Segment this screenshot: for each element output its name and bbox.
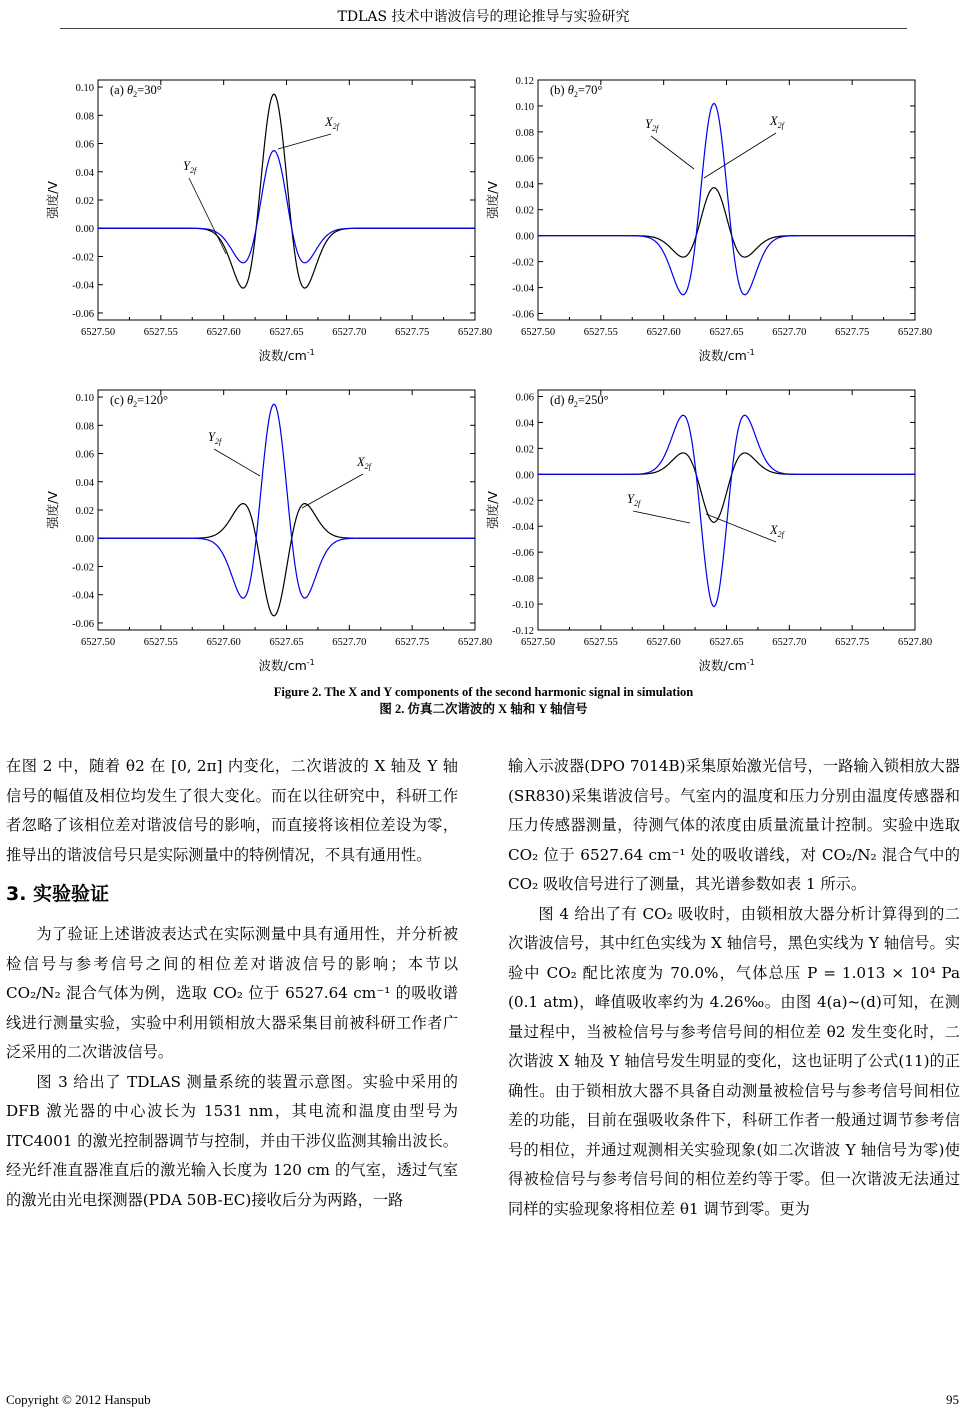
x-tick-label: 6527.55 [583, 327, 618, 338]
annotation-label: $X_{2f}$ [357, 455, 371, 471]
series-line-x2f [98, 94, 475, 288]
x-tick-label: 6527.55 [583, 637, 618, 648]
series-line-y2f [538, 415, 915, 606]
y-tick-label: -0.06 [512, 309, 534, 321]
y-tick-label: -0.04 [512, 522, 534, 534]
y-tick-label: 0.06 [515, 153, 534, 165]
y-tick-label: -0.04 [72, 280, 94, 292]
footer-page-number: 95 [946, 1392, 959, 1407]
panel-label: (d) $\theta_2=250^\circ$ [550, 393, 609, 409]
x-tick-label: 6527.65 [709, 637, 744, 648]
paragraph: 图 3 给出了 TDLAS 测量系统的装置示意图。实验中采用的 DFB 激光器的中心波长为 1531 nm，其电流和温度由型号为 ITC4001 的激光控制器调节与控制，并由干涉仪监测其输出波长。经光纤准直器准直后的激光输入长度为 120 cm 的气室，透过气室的激光由光电探测器(PDA 50B-EC)接收后分为两路，一路 [6, 1072, 458, 1209]
x-tick-label: 6527.50 [520, 327, 556, 338]
header-rule [60, 28, 907, 29]
y-tick-label: 0.12 [515, 76, 534, 87]
x-tick-label: 6527.70 [332, 327, 367, 338]
annotation-label: $X_{2f}$ [770, 114, 784, 130]
figure-caption-zh: 图 2. 仿真二次谐波的 X 轴和 Y 轴信号 [379, 702, 588, 716]
y-tick-label: 0.00 [75, 224, 94, 236]
y-tick-label: 0.10 [75, 83, 94, 95]
series-line-x2f [538, 188, 915, 257]
footer-copyright: Copyright © 2012 Hanspub [6, 1392, 151, 1407]
paragraph: 图 4 给出了有 CO₂ 吸收时，由锁相放大器分析计算得到的二次谐波信号，其中红色实线为 X 轴信号，黑色实线为 Y 轴信号。实验中 CO₂ 配比浓度为 70.0%，气体总压 P = 1.013 × 10⁴ Pa (0.1 atm)，峰值吸收率约为 4.26‰。由图 4(a)~(d)可知，在测量过程中，当被检信号与参考信号间的相位差 θ2 发生变化时，二次谐波 X 轴及 Y 轴信号发生明显的变化，这也证明了公式(11)的正确性。由于锁相放大器不具备自动测量被检信号与参考信号间相位差的功能，目前在强吸收条件下，科研工作者一般通过调节参考信号的相位，并通过观测相关实验现象(如二次谐波 Y 轴信号为零)使得被检信号与参考信号间的相位差约等于零。但一次谐波无法通过同样的实验现象将相位差 θ1 调节到零。更为 [508, 904, 960, 1218]
annotation-arrow [302, 474, 363, 508]
y-tick-label: 0.08 [75, 421, 94, 433]
chart-panel-b [480, 58, 933, 363]
x-tick-label: 6527.60 [206, 327, 241, 338]
y-tick-label: 0.02 [515, 444, 534, 456]
y-axis-label: 强度/V [45, 491, 60, 529]
plot-frame [538, 390, 915, 630]
y-tick-label: 0.02 [75, 196, 94, 207]
y-tick-label: -0.06 [72, 308, 94, 320]
annotation-label: $Y_{2f}$ [645, 117, 659, 133]
x-tick-label: 6527.80 [897, 637, 933, 648]
x-tick-label: 6527.80 [457, 327, 493, 338]
panel-label: (a) $\theta_2=30^\circ$ [110, 83, 162, 99]
x-tick-label: 6527.65 [269, 637, 304, 648]
annotation-arrow [214, 449, 260, 476]
y-tick-label: 0.02 [515, 205, 534, 217]
annotation-label: $X_{2f}$ [770, 523, 784, 539]
series-line-y2f [98, 151, 475, 263]
paragraph: 在图 2 中，随着 θ2 在 [0, 2π] 内变化，二次谐波的 X 轴及 Y 轴信号的幅值及相位均发生了很大变化。而在以往研究中，科研工作者忽略了该相位差对谐波信号的影响，而直接将该相位差设为零，推导出的谐波信号只是实际测量中的特例情况，不具有通用性。 [6, 757, 458, 864]
x-tick-label: 6527.75 [395, 637, 430, 648]
panel-label: (c) $\theta_2=120^\circ$ [110, 393, 168, 409]
figure-caption-en: Figure 2. The X and Y components of the second harmonic signal in simulation [273, 685, 694, 699]
series-line-x2f [98, 504, 475, 616]
y-tick-label: -0.02 [72, 562, 94, 574]
chart-panel-d [480, 368, 933, 673]
annotation-arrow [189, 178, 226, 254]
annotation-arrow [706, 514, 776, 542]
running-header: TDLAS 技术中谐波信号的理论推导与实验研究 [337, 9, 630, 25]
y-tick-label: -0.10 [512, 600, 534, 612]
annotation-label: $Y_{2f}$ [183, 159, 197, 175]
y-tick-label: -0.02 [512, 496, 534, 508]
x-tick-label: 6527.70 [772, 327, 807, 338]
x-tick-label: 6527.60 [646, 637, 681, 648]
series-line-y2f [538, 103, 915, 294]
x-axis-label: 波数$/cm^{-1}$ [698, 658, 755, 673]
x-tick-label: 6527.65 [269, 327, 304, 338]
x-tick-label: 6527.50 [80, 327, 116, 338]
y-tick-label: 0.04 [75, 477, 94, 489]
y-tick-label: -0.06 [512, 548, 534, 560]
y-tick-label: 0.10 [75, 393, 94, 405]
y-tick-label: 0.00 [515, 470, 534, 482]
left-column [6, 752, 458, 1215]
x-axis-label: 波数$/cm^{-1}$ [258, 348, 315, 363]
annotation-label: $X_{2f}$ [325, 115, 339, 131]
y-tick-label: -0.02 [512, 257, 534, 269]
x-tick-label: 6527.55 [143, 327, 178, 338]
x-axis-label: 波数$/cm^{-1}$ [258, 658, 315, 673]
annotation-arrow [278, 134, 331, 149]
x-tick-label: 6527.60 [206, 637, 241, 648]
y-tick-label: -0.04 [72, 590, 94, 602]
x-tick-label: 6527.80 [897, 327, 933, 338]
y-axis-label: 强度/V [45, 181, 60, 219]
annotation-arrow [651, 136, 694, 169]
y-tick-label: 0.06 [75, 139, 94, 151]
y-tick-label: 0.04 [75, 167, 94, 179]
x-tick-label: 6527.55 [143, 637, 178, 648]
x-tick-label: 6527.70 [332, 637, 367, 648]
x-tick-label: 6527.50 [520, 637, 556, 648]
annotation-label: $Y_{2f}$ [208, 430, 222, 446]
chart-panel-c [40, 368, 493, 673]
paragraph: 输入示波器(DPO 7014B)采集原始激光信号，一路输入锁相放大器(SR830)采集谐波信号。气室内的温度和压力分别由温度传感器和压力传感器测量，待测气体的浓度由质量流量计控制。实验中选取 CO₂ 位于 6527.64 cm⁻¹ 处的吸收谱线，对 CO₂/N₂ 混合气中的 CO₂ 吸收信号进行了测量，其光谱参数如表 1 所示。 [508, 757, 960, 893]
y-tick-label: 0.04 [515, 418, 534, 430]
section-heading: 3. 实验验证 [6, 883, 110, 905]
annotation-label: $Y_{2f}$ [627, 492, 641, 508]
y-tick-label: -0.06 [72, 618, 94, 630]
figure-caption [0, 684, 967, 718]
x-tick-label: 6527.50 [80, 637, 116, 648]
paragraph: 为了验证上述谐波表达式在实际测量中具有通用性，并分析被检信号与参考信号之间的相位差对谐波信号的影响；本节以 CO₂/N₂ 混合气体为例，选取 CO₂ 位于 6527.64 cm⁻¹ 的吸收谱线进行测量实验，实验中利用锁相放大器采集目前被科研工作者广泛采用的二次谐波信号。 [6, 925, 458, 1061]
x-tick-label: 6527.75 [835, 637, 870, 648]
y-tick-label: 0.08 [75, 111, 94, 123]
annotation-arrow [704, 133, 776, 178]
y-tick-label: -0.08 [512, 574, 534, 586]
x-tick-label: 6527.80 [457, 637, 493, 648]
y-tick-label: 0.06 [75, 449, 94, 461]
y-tick-label: 0.10 [515, 101, 534, 113]
y-tick-label: 0.06 [515, 392, 534, 404]
x-tick-label: 6527.70 [772, 637, 807, 648]
plot-frame [538, 80, 915, 320]
y-tick-label: 0.00 [75, 534, 94, 546]
plot-frame [98, 390, 475, 630]
right-column [508, 752, 960, 1224]
y-tick-label: 0.02 [75, 506, 94, 517]
y-axis-label: 强度/V [485, 491, 500, 529]
y-tick-label: 0.00 [515, 231, 534, 243]
x-tick-label: 6527.75 [835, 327, 870, 338]
y-tick-label: 0.04 [515, 179, 534, 191]
series-line-x2f [538, 453, 915, 522]
y-tick-label: -0.04 [512, 283, 534, 295]
y-tick-label: -0.12 [512, 626, 534, 637]
y-tick-label: 0.08 [515, 127, 534, 139]
x-axis-label: 波数$/cm^{-1}$ [698, 348, 755, 363]
x-tick-label: 6527.75 [395, 327, 430, 338]
y-tick-label: -0.02 [72, 252, 94, 264]
x-tick-label: 6527.60 [646, 327, 681, 338]
annotation-arrow [633, 511, 690, 523]
chart-panel-a [40, 58, 493, 363]
panel-label: (b) $\theta_2=70^\circ$ [550, 83, 603, 99]
y-axis-label: 强度/V [485, 181, 500, 219]
x-tick-label: 6527.65 [709, 327, 744, 338]
